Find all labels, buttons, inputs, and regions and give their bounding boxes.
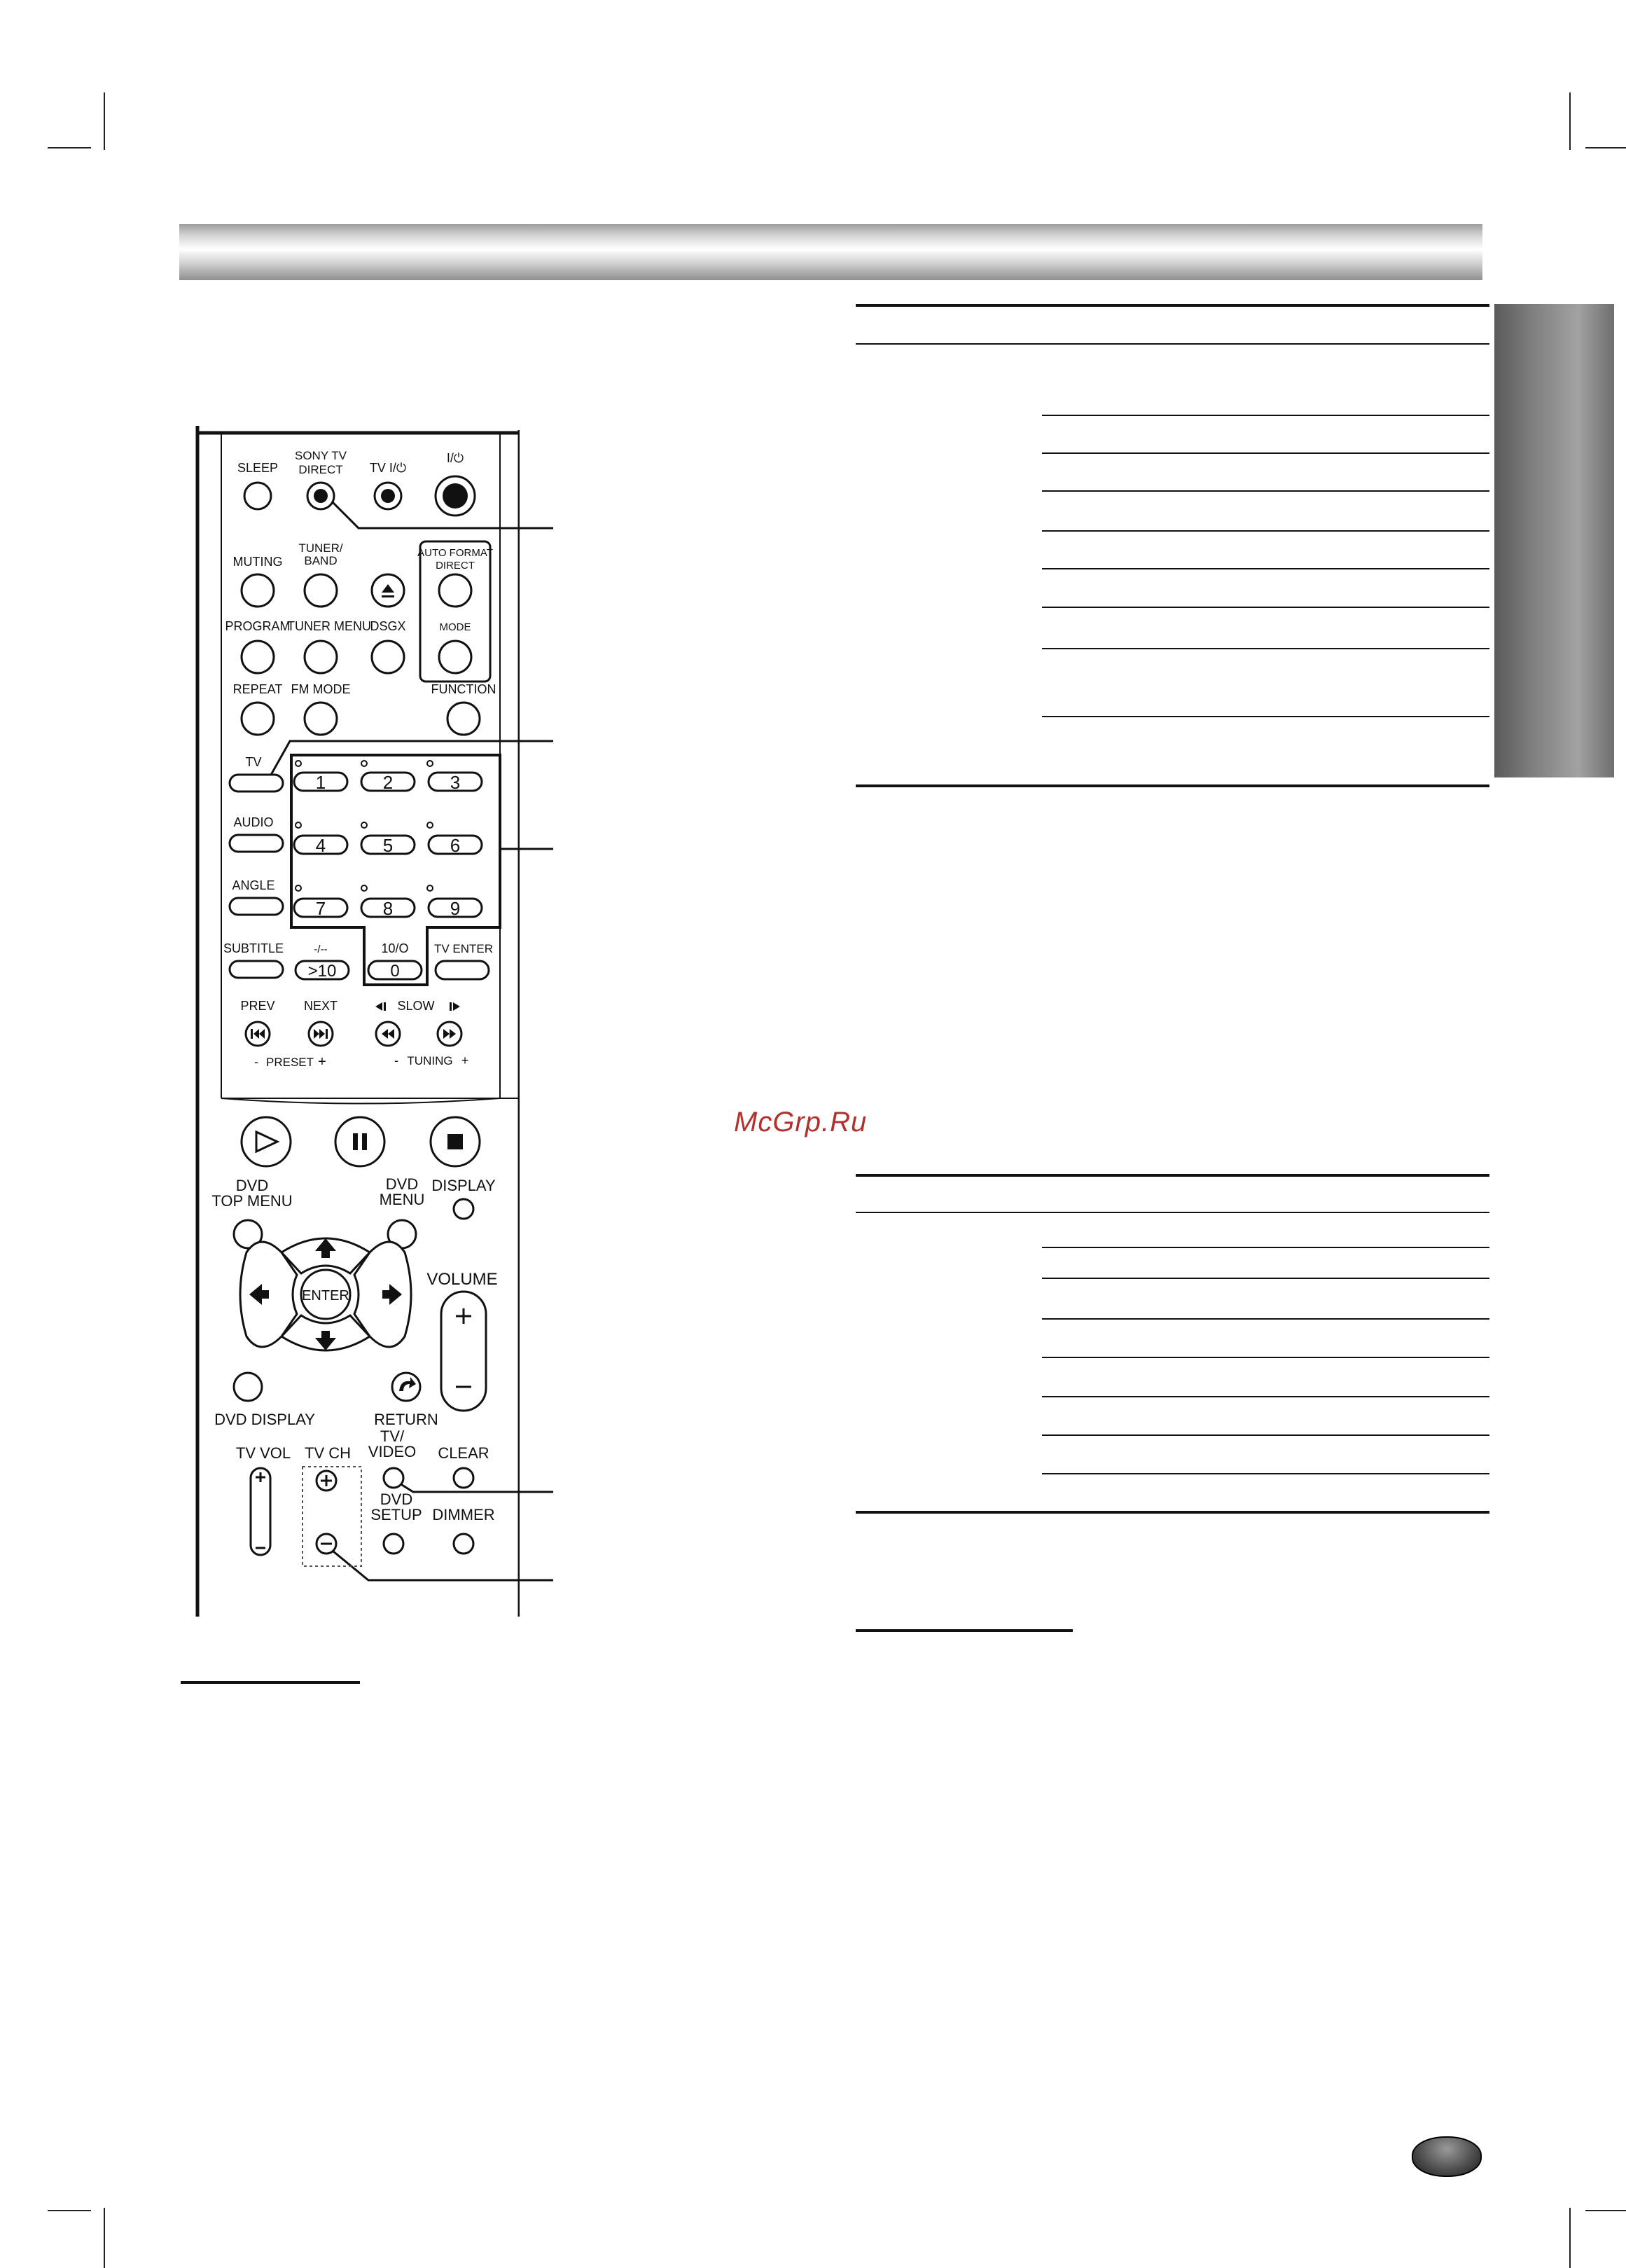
slow-reverse-icon — [375, 1002, 386, 1011]
tv-power-dot — [381, 489, 395, 503]
auto-format-direct-label-2: DIRECT — [436, 560, 475, 572]
return-button[interactable] — [392, 1373, 420, 1401]
number-7-label: 7 — [315, 898, 326, 919]
prev-label: PREV — [240, 999, 275, 1013]
audio-label: AUDIO — [233, 815, 274, 829]
number-2-label: 2 — [382, 772, 394, 793]
preset-label: PRESET — [265, 1056, 314, 1069]
muting-label: MUTING — [232, 555, 283, 569]
dvd-setup-label: DVD — [380, 1491, 413, 1508]
number-9-label: 9 — [450, 898, 461, 919]
page-number-badge — [1412, 2136, 1482, 2177]
mode-label: MODE — [439, 621, 471, 633]
sleep-button[interactable] — [244, 483, 271, 509]
tv-label: TV — [245, 755, 262, 769]
tuning-minus-label: - — [394, 1053, 398, 1067]
return-label: RETURN — [374, 1411, 438, 1428]
dash-label: -/-- — [314, 943, 328, 955]
tv-power-label: TV I/⏻ — [369, 461, 407, 475]
number-4-label: 4 — [315, 835, 326, 856]
program-label: PROGRAM — [225, 619, 291, 633]
slow-forward-icon — [450, 1002, 460, 1011]
volume-label: VOLUME — [426, 1270, 498, 1289]
power-label: I/⏻ — [446, 451, 464, 465]
tuning-label: TUNING — [407, 1054, 453, 1067]
dimmer-label: DIMMER — [432, 1506, 495, 1523]
dvd-display-button[interactable] — [234, 1373, 262, 1401]
fm-mode-button[interactable] — [305, 703, 337, 735]
preset-minus-label: - — [254, 1055, 258, 1069]
tuning-plus-label: + — [461, 1053, 469, 1067]
tuner-band-label-2: BAND — [304, 554, 338, 567]
number-6-label: 6 — [450, 835, 461, 856]
dvd-top-menu-label-2: TOP MENU — [211, 1192, 293, 1210]
auto-format-direct-button[interactable] — [439, 574, 471, 607]
subtitle-label: SUBTITLE — [223, 941, 284, 955]
mode-button[interactable] — [439, 641, 471, 673]
tv-vol-label: TV VOL — [235, 1444, 291, 1462]
display-label: DISPLAY — [431, 1177, 496, 1194]
sony-tv-direct-label-2: DIRECT — [298, 463, 343, 476]
dsgx-label: DSGX — [370, 619, 406, 633]
fm-mode-label: FM MODE — [291, 682, 351, 696]
tuner-band-label: TUNER/ — [298, 541, 343, 555]
watermark: McGrp.Ru — [734, 1107, 868, 1138]
sony-tv-direct-label: SONY TV — [294, 449, 347, 462]
tv-ch-label: TV CH — [305, 1444, 351, 1462]
dvd-display-label: DVD DISPLAY — [214, 1411, 315, 1428]
function-button[interactable] — [447, 703, 480, 735]
repeat-label: REPEAT — [232, 682, 283, 696]
number-8-label: 8 — [382, 898, 394, 919]
dvd-top-menu-label: DVD — [235, 1177, 269, 1194]
function-label: FUNCTION — [431, 682, 496, 696]
remote-control-diagram — [190, 426, 520, 1617]
tv-video-button[interactable] — [384, 1468, 403, 1488]
slow-label: SLOW — [397, 999, 435, 1013]
enter-label: ENTER — [302, 1288, 349, 1304]
auto-format-direct-label: AUTO FORMAT — [417, 547, 493, 559]
pause-button[interactable] — [335, 1117, 384, 1166]
ten-o-label: 10/O — [381, 941, 409, 955]
number-3-label: 3 — [450, 772, 461, 793]
zero-label: 0 — [390, 962, 400, 981]
dvd-menu-label-2: MENU — [379, 1191, 425, 1208]
dsgx-button[interactable] — [372, 641, 404, 673]
tuner-band-button[interactable] — [305, 574, 337, 607]
angle-label: ANGLE — [232, 878, 275, 892]
tuner-menu-label: TUNER MENU — [287, 619, 371, 633]
sony-tv-direct-dot — [314, 489, 328, 503]
sleep-label: SLEEP — [237, 461, 279, 475]
power-dot — [443, 483, 468, 509]
subtitle-button[interactable] — [230, 961, 283, 978]
preset-plus-label: + — [318, 1054, 326, 1070]
gt10-label: >10 — [307, 962, 337, 981]
number-5-label: 5 — [382, 835, 394, 856]
angle-button[interactable] — [230, 898, 283, 915]
clear-label: CLEAR — [438, 1444, 489, 1462]
muting-button[interactable] — [242, 574, 274, 607]
next-label: NEXT — [303, 999, 338, 1013]
tv-enter-label: TV ENTER — [433, 942, 494, 955]
program-button[interactable] — [242, 641, 274, 673]
clear-button[interactable] — [454, 1468, 473, 1488]
tv-video-label-2: VIDEO — [368, 1443, 417, 1460]
repeat-button[interactable] — [242, 703, 274, 735]
tv-button[interactable] — [230, 775, 283, 791]
dimmer-button[interactable] — [454, 1534, 473, 1554]
dvd-setup-button[interactable] — [384, 1534, 403, 1554]
stop-icon — [447, 1134, 463, 1149]
tuner-menu-button[interactable] — [305, 641, 337, 673]
dvd-menu-label: DVD — [385, 1175, 419, 1193]
audio-button[interactable] — [230, 835, 283, 852]
dvd-setup-label-2: SETUP — [370, 1506, 422, 1523]
display-button[interactable] — [454, 1199, 473, 1219]
tv-enter-button[interactable] — [436, 961, 489, 979]
tv-video-label: TV/ — [380, 1427, 405, 1445]
number-1-label: 1 — [315, 772, 326, 793]
